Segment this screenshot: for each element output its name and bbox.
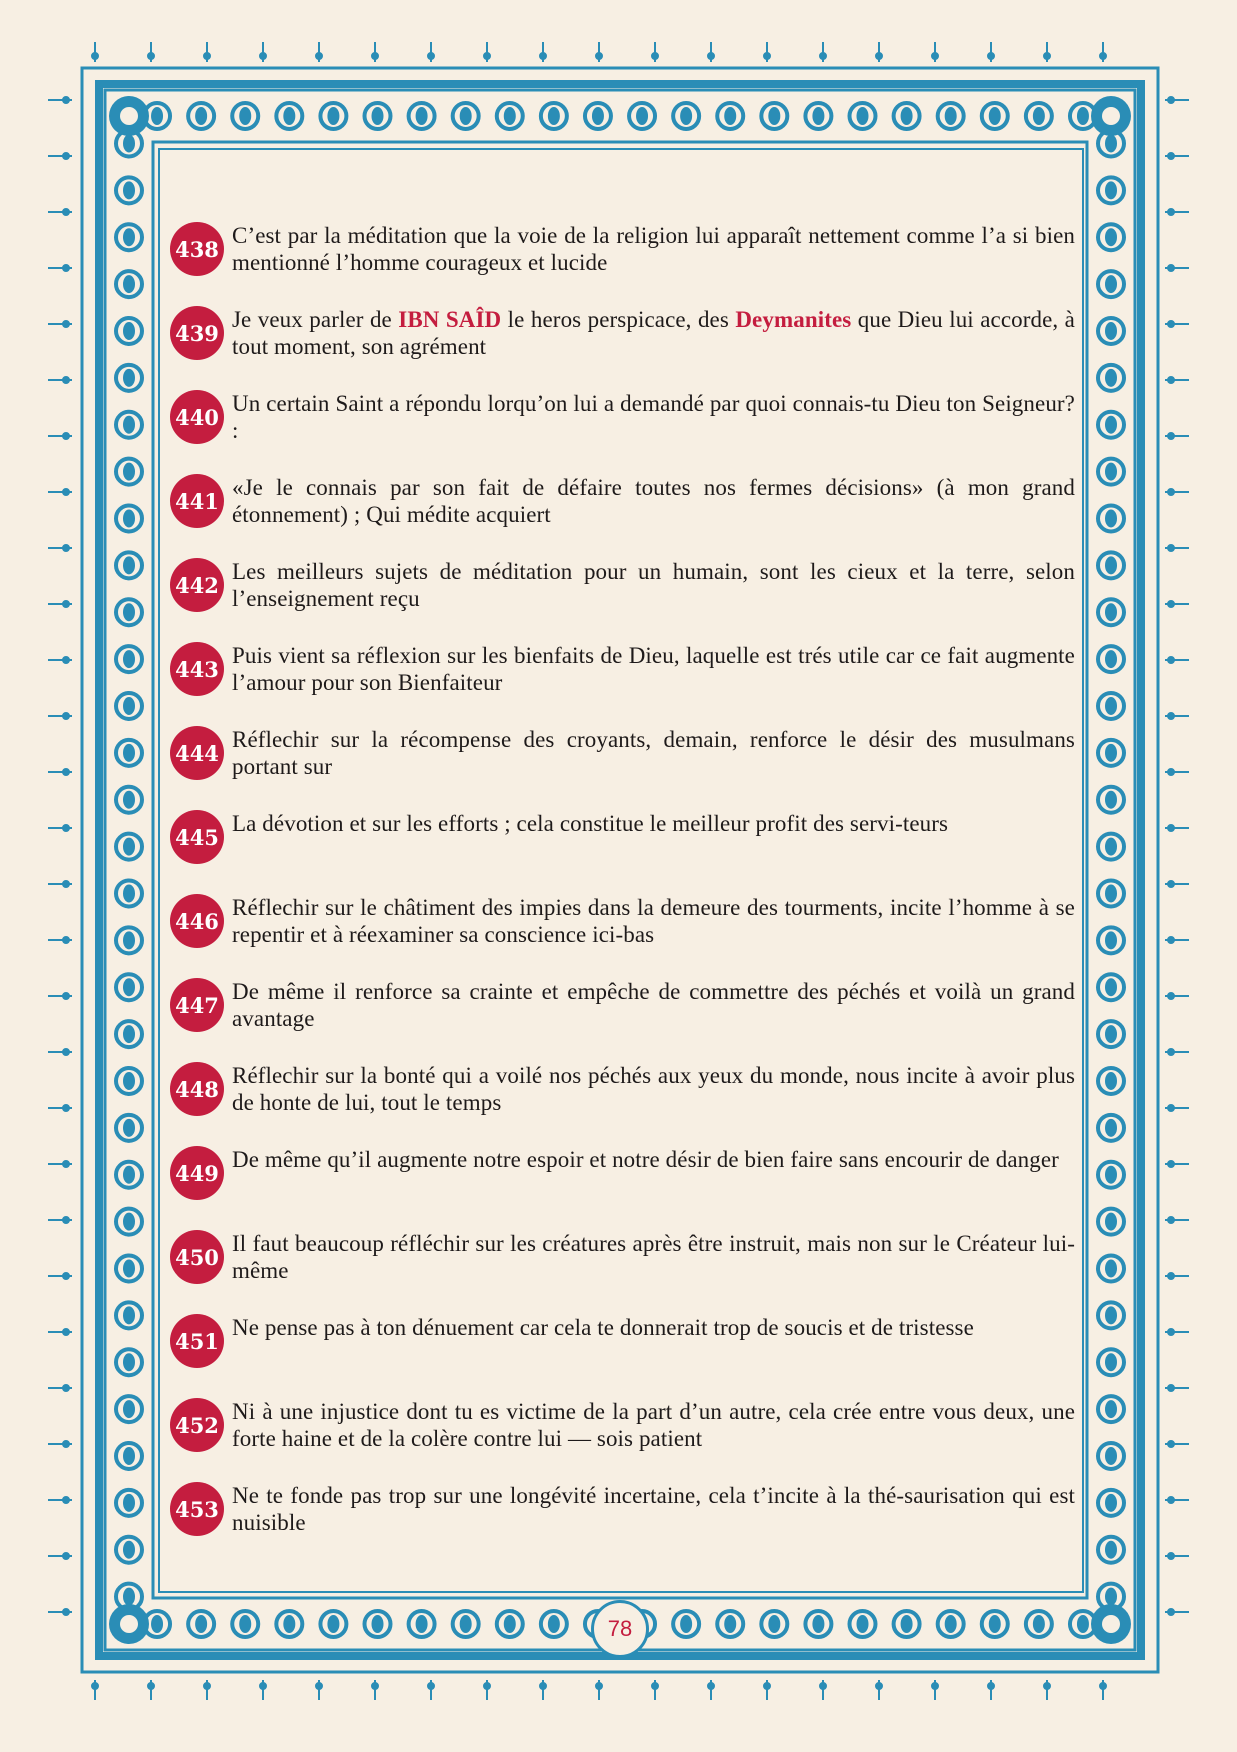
verse-number-badge: 444 [170, 726, 224, 780]
verse-text: De même il renforce sa crainte et empêche de commettre des péchés et voilà un grand avantage [232, 979, 1075, 1031]
verse-number-badge: 451 [170, 1314, 224, 1368]
verse-text-part: que Dieu lui accorde, à tout moment, son agrément [232, 307, 1075, 359]
verse-450 [170, 1230, 1075, 1314]
verse-text: Il faut beaucoup réfléchir sur les créatures après être instruit, mais non sur le Créateur lui-même [232, 1231, 1075, 1283]
verse-number-badge: 452 [170, 1398, 224, 1452]
verse-text [232, 306, 1075, 360]
highlighted-name-ibn-said: IBN SAÎD [398, 307, 502, 332]
verse-text: Un certain Saint a répondu lorqu’on lui a demandé par quoi connais-tu Dieu ton Seigneur? : [232, 391, 1075, 443]
verse-453 [170, 1482, 1075, 1566]
verse-text: «Je le connais par son fait de défaire toutes nos fermes décisions» (à mon grand étonnement) ; Qui médite acquiert [232, 475, 1075, 527]
verse-446 [170, 894, 1075, 978]
verse-text: Les meilleurs sujets de méditation pour un humain, sont les cieux et la terre, selon l’enseignement reçu [232, 559, 1075, 611]
verse-text-part: Je veux parler de [232, 307, 399, 332]
verse-text: La dévotion et sur les efforts ; cela constitue le meilleur profit des servi-teurs [232, 811, 949, 836]
verse-442 [170, 558, 1075, 642]
verse-438 [170, 222, 1075, 306]
page-number: 78 [591, 1600, 649, 1658]
verse-number-badge: 448 [170, 1062, 224, 1116]
verse-text: Puis vient sa réflexion sur les bienfaits de Dieu, laquelle est trés utile car ce fait augmente l’amour pour son Bienfaiteur [232, 643, 1075, 695]
verse-439 [170, 306, 1075, 390]
verse-number-badge: 441 [170, 474, 224, 528]
highlighted-name-deymanites: Deymanites [735, 307, 852, 332]
verse-text: De même qu’il augmente notre espoir et notre désir de bien faire sans encourir de danger [232, 1147, 1059, 1172]
verse-number-badge: 438 [170, 222, 224, 276]
verse-452 [170, 1398, 1075, 1482]
verse-number-badge: 450 [170, 1230, 224, 1284]
verse-447 [170, 978, 1075, 1062]
verse-449 [170, 1146, 1075, 1230]
verse-text: Réflechir sur la bonté qui a voilé nos péchés aux yeux du monde, nous incite à avoir plus de honte de lui, tout le temps [232, 1063, 1075, 1115]
verse-text: Réflechir sur la récompense des croyants, demain, renforce le désir des musulmans portant sur [232, 727, 1075, 779]
verse-number-badge: 443 [170, 642, 224, 696]
verse-number-badge: 442 [170, 558, 224, 612]
verse-number-badge: 447 [170, 978, 224, 1032]
verse-444 [170, 726, 1075, 810]
verse-number-badge: 445 [170, 810, 224, 864]
verse-list [170, 222, 1075, 1566]
verse-448 [170, 1062, 1075, 1146]
verse-text-part: le heros perspicace, des [501, 307, 736, 332]
verse-445 [170, 810, 1075, 894]
verse-443 [170, 642, 1075, 726]
verse-440 [170, 390, 1075, 474]
verse-number-badge: 440 [170, 390, 224, 444]
verse-text: Ni à une injustice dont tu es victime de la part d’un autre, cela crée entre vous deux, une forte haine et de la colère contre lui — sois patient [232, 1399, 1075, 1451]
verse-text: Ne te fonde pas trop sur une longévité incertaine, cela t’incite à la thé-saurisation qui est nuisible [232, 1483, 1075, 1535]
verse-text: C’est par la méditation que la voie de la religion lui apparaît nettement comme l’a si bien mentionné l’homme courageux et lucide [232, 223, 1075, 275]
verse-number-badge: 453 [170, 1482, 224, 1536]
verse-441 [170, 474, 1075, 558]
verse-number-badge: 449 [170, 1146, 224, 1200]
verse-text: Ne pense pas à ton dénuement car cela te donnerait trop de soucis et de tristesse [232, 1315, 974, 1340]
verse-text: Réflechir sur le châtiment des impies dans la demeure des tourments, incite l’homme à se repentir et à réexaminer sa conscience ici-bas [232, 895, 1075, 947]
verse-number-badge: 439 [170, 306, 224, 360]
verse-number-badge: 446 [170, 894, 224, 948]
verse-451 [170, 1314, 1075, 1398]
